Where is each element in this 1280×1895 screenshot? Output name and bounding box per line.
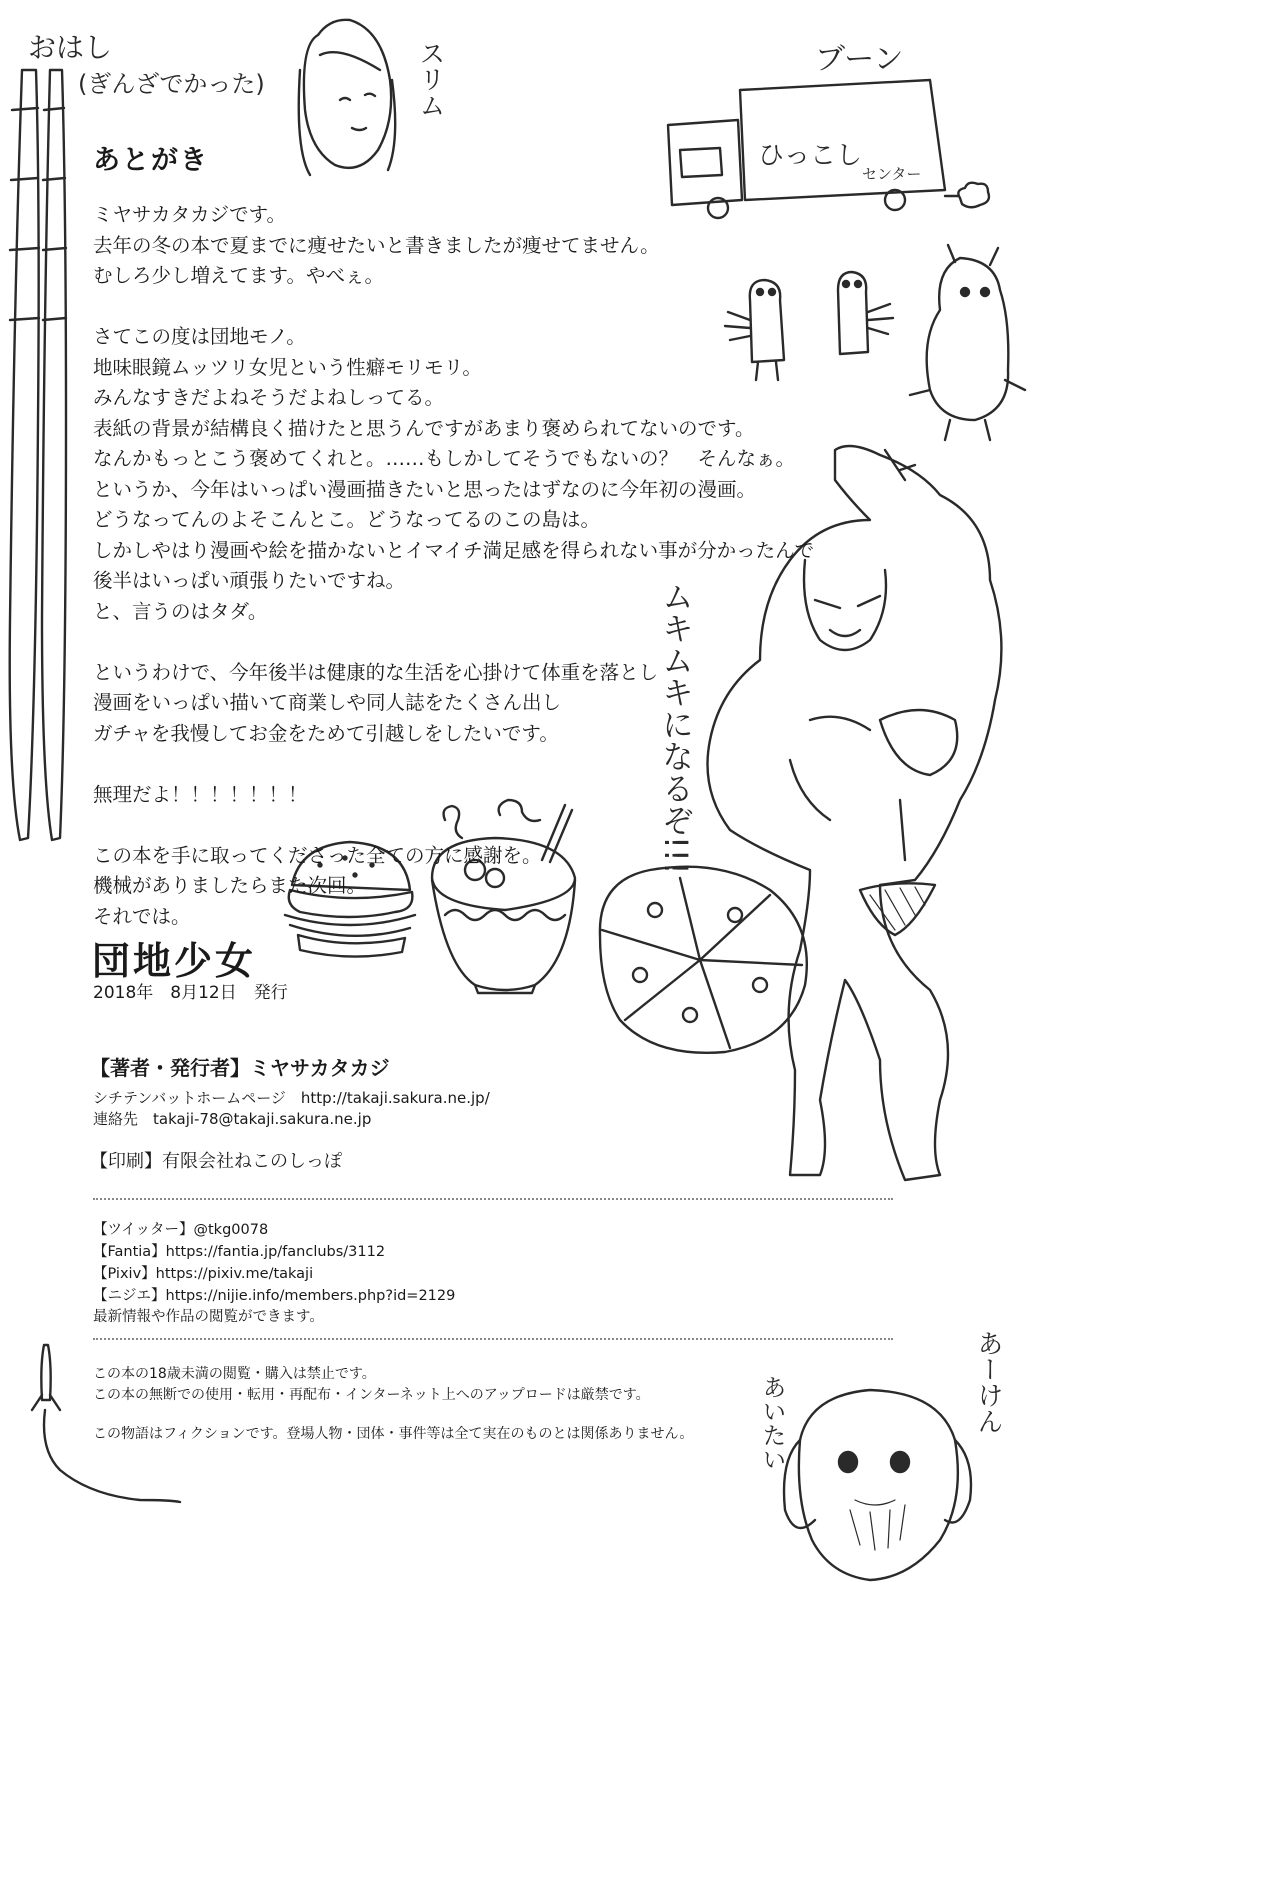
afterword-line: それでは。 (93, 904, 191, 928)
social-nijie: 【ニジエ】https://nijie.info/members.php?id=2129 (93, 1288, 456, 1304)
contact-line: 連絡先 takaji-78@takaji.sakura.ne.jp (93, 1110, 372, 1128)
truck-label-1: ひっこし (758, 141, 863, 171)
creature-icon (910, 245, 1025, 440)
afterword-line: さてこの度は団地モノ。 (93, 325, 306, 348)
afterword-line: この本を手に取ってくださった全ての方に感謝を。 (93, 843, 542, 867)
publication-date: 2018年 8月12日 発行 (93, 983, 288, 1003)
afterword-line: みんなすきだよねそうだよねしってる。 (93, 386, 445, 409)
afterword-line: 地味眼鏡ムッツリ女児という性癖モリモリ。 (93, 355, 482, 379)
afterword-line: ガチャを我慢してお金をためて引越しをしたいです。 (93, 721, 559, 745)
social-fantia: 【Fantia】https://fantia.jp/fanclubs/3112 (93, 1244, 386, 1260)
slim-caption: スリム (415, 40, 445, 118)
social-pixiv: 【Pixiv】https://pixiv.me/takaji (93, 1266, 314, 1282)
social-twitter: 【ツイッター】@tkg0078 (93, 1222, 269, 1238)
homepage-line: シチテンバットホームページ http://takaji.sakura.ne.jp/ (93, 1089, 490, 1107)
book-title: 団地少女 (92, 939, 257, 983)
truck-label-2: センター (862, 165, 922, 183)
chopsticks-icon (10, 70, 66, 840)
afterword-line: 機械がありましたらまた次回。 (93, 874, 367, 897)
girl-sketch-icon (299, 20, 395, 175)
paragraph-gap (93, 627, 814, 658)
author-line: 【著者・発行者】ミヤサカタカジ (90, 1056, 390, 1080)
dog-icon (784, 1390, 971, 1580)
afterword-line: と、言うのはタダ。 (93, 599, 268, 623)
paragraph-gap (93, 749, 814, 780)
afterword-line: 無理だよ！！！！！！！ (93, 782, 308, 806)
afterword-line: 去年の冬の本で夏までに痩せたいと書きましたが痩せてません。 (93, 233, 660, 257)
fiction-notice: この物語はフィクションです。登場人物・団体・事件等は全て実在のものとは関係ありません。 (93, 1426, 694, 1442)
afterword-body (93, 200, 814, 932)
afterword-line: なんかもっとこう褒めてくれと。……もしかしてそうでもないの？ そんなぁ。 (93, 447, 796, 470)
chopsticks-caption: おはし (28, 31, 113, 64)
afterword-line: 漫画をいっぱい描いて商業しや同人誌をたくさん出し (93, 691, 562, 714)
afterword-line: 後半はいっぱい頑張りたいですね。 (93, 569, 406, 592)
dotted-divider (93, 1338, 893, 1340)
afterword-line: というわけで、今年後半は健康的な生活を心掛けて体重を落とし (93, 660, 659, 684)
truck-sound-caption: ブーン (815, 42, 904, 77)
chopsticks-caption-sub: (ぎんざでかった) (78, 70, 265, 98)
social-note: 最新情報や作品の閲覧ができます。 (93, 1309, 324, 1325)
afterword-line: ミヤサカタカジです。 (93, 203, 287, 226)
afterword-heading: あとがき (93, 145, 209, 176)
paragraph-gap (93, 292, 814, 323)
dog-caption-1: あいたい (758, 1375, 786, 1471)
afterword-line: しかしやはり漫画や絵を描かないとイマイチ満足感を得られない事が分かったんで (93, 538, 815, 562)
afterword-line: というか、今年はいっぱい漫画描きたいと思ったはずなのに今年初の漫画。 (93, 477, 757, 501)
copyright-notice: この本の無断での使用・転用・再配布・インターネット上へのアップロードは厳禁です。 (93, 1387, 650, 1403)
dog-caption-2: あーけん (973, 1330, 1003, 1434)
muscle-caption: ムキムキになるぞ!!! (657, 580, 695, 875)
afterword-line: 表紙の背景が結構良く描けたと思うんですがあまり褒められてないのです。 (93, 416, 755, 440)
printer-line: 【印刷】有限会社ねこのしっぽ (90, 1151, 342, 1172)
dotted-divider (93, 1198, 893, 1200)
afterword-line: どうなってんのよそこんとこ。どうなってるのこの島は。 (93, 508, 601, 531)
paragraph-gap (93, 810, 814, 841)
afterword-line: むしろ少し増えてます。やべぇ。 (93, 264, 384, 287)
age-notice: この本の18歳未満の閲覧・購入は禁止です。 (93, 1366, 376, 1382)
